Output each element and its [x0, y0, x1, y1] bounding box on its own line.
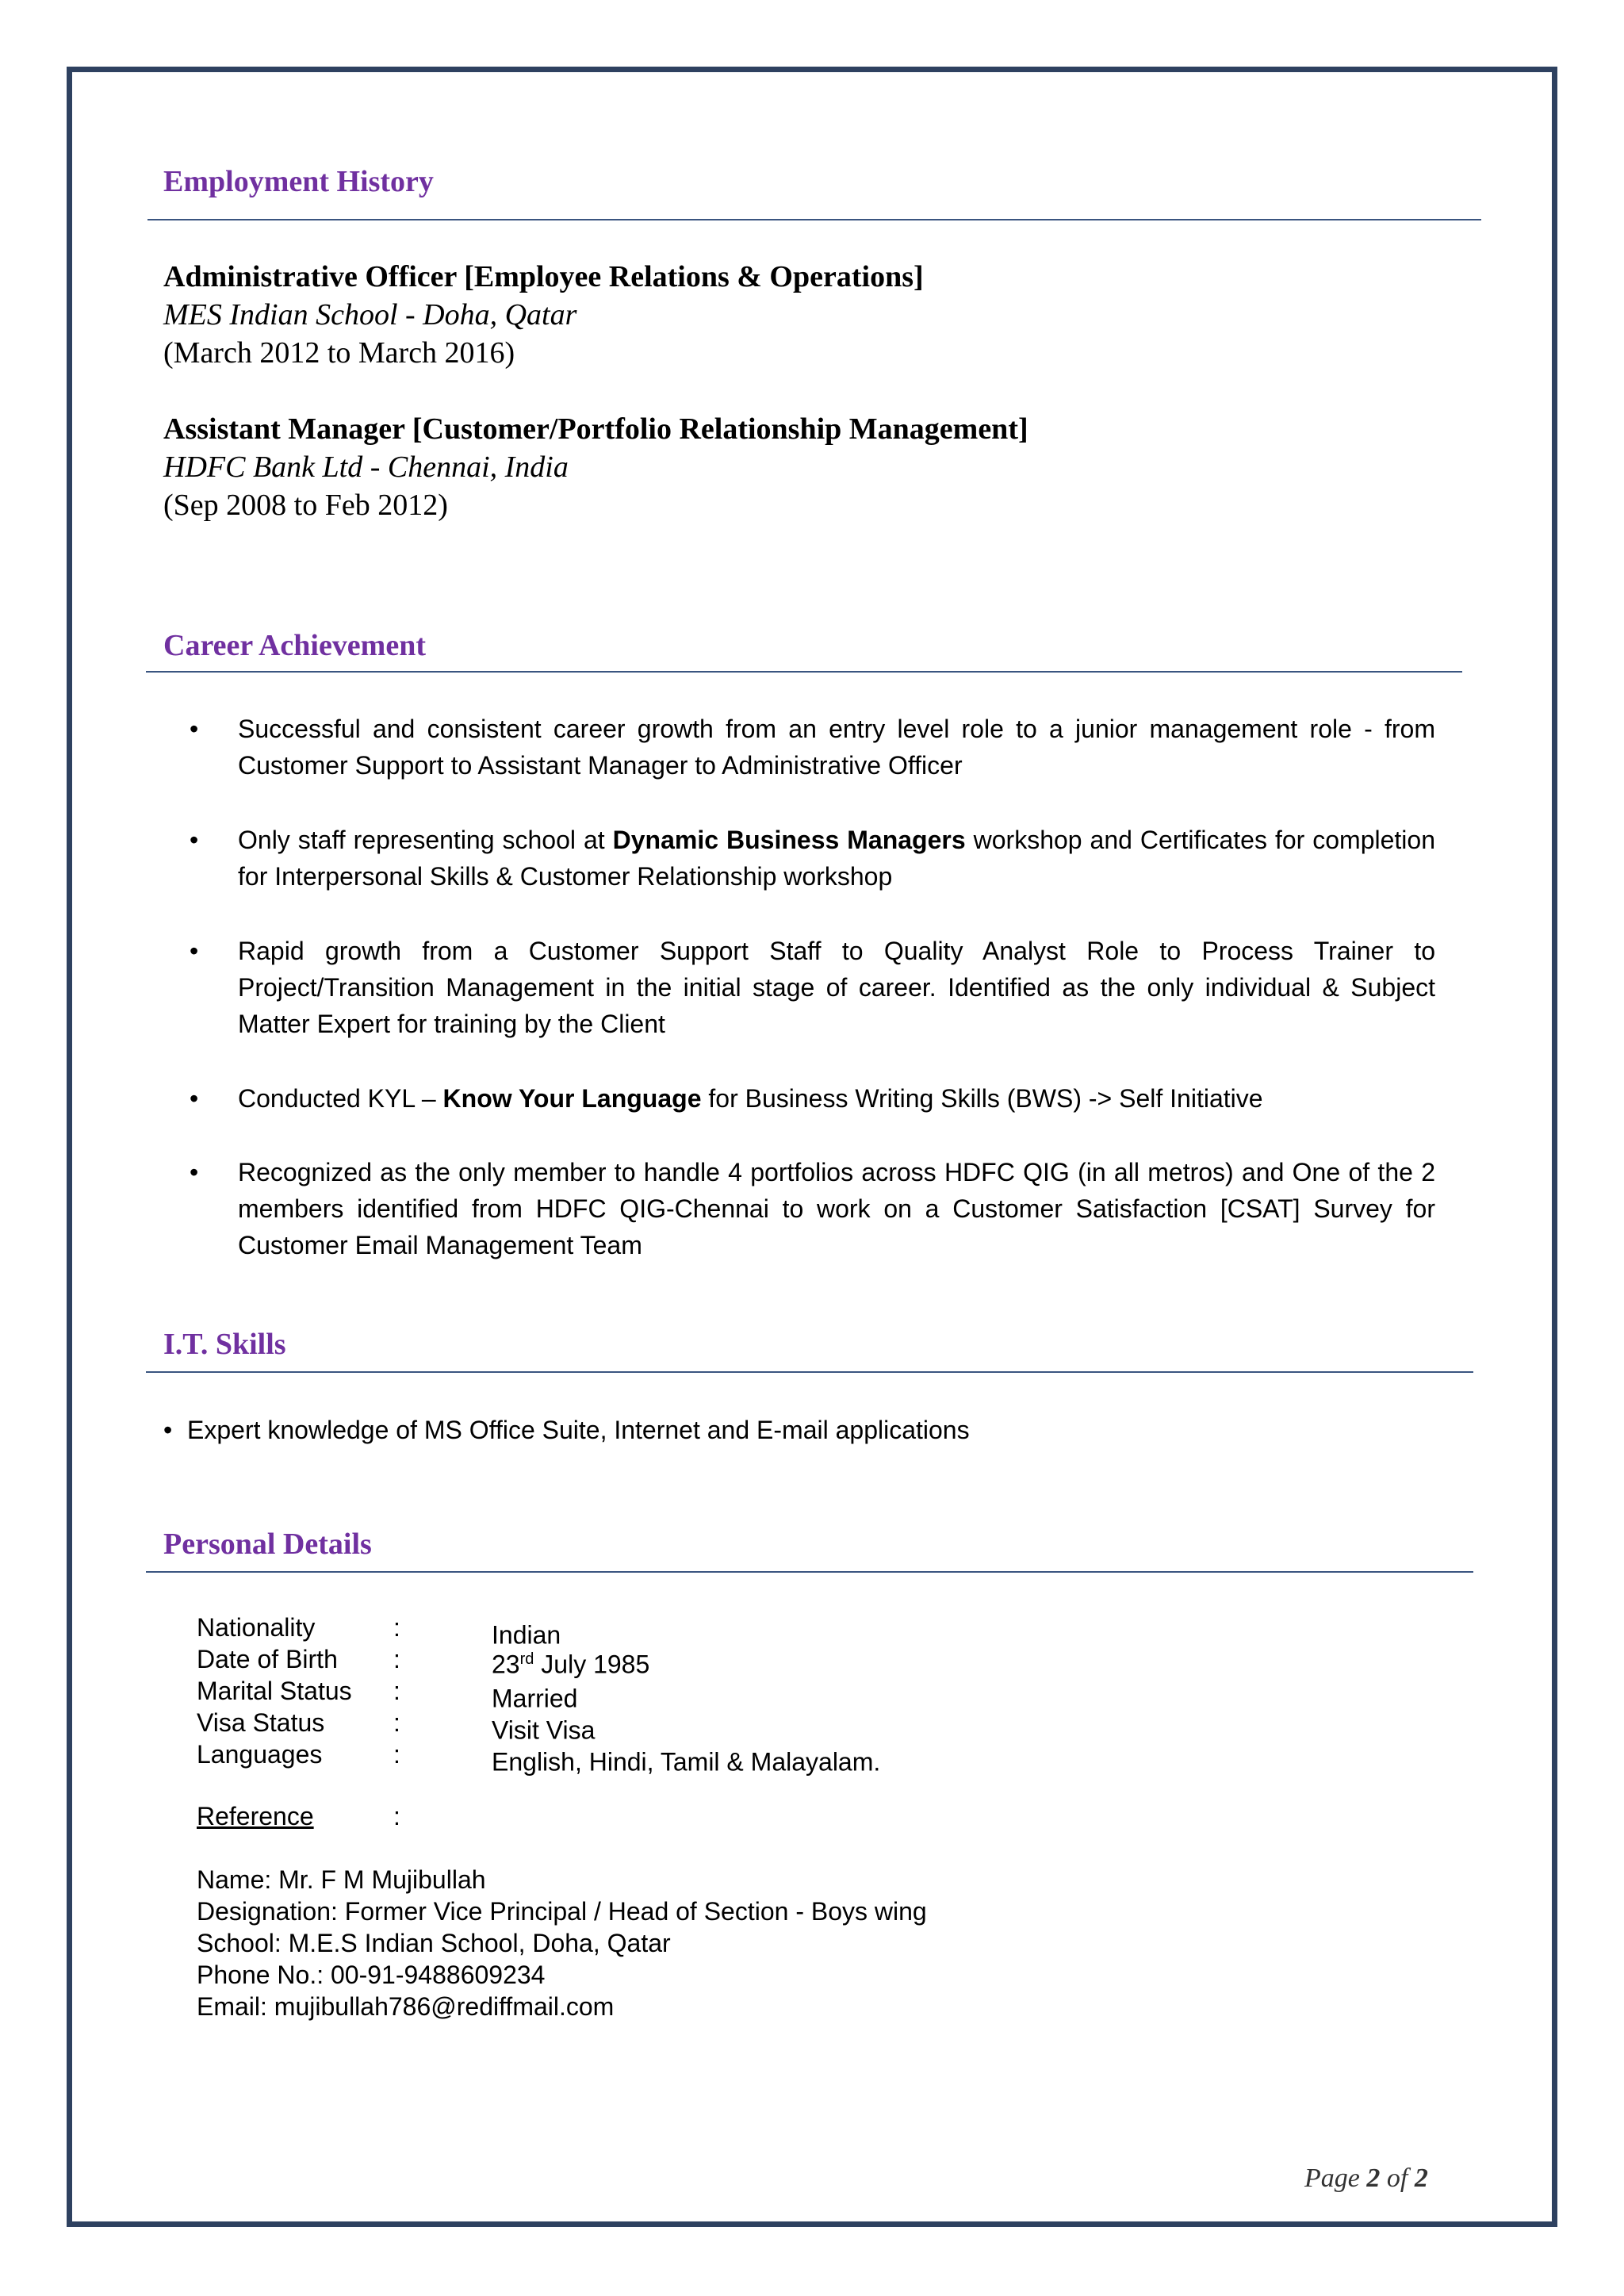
detail-value: 23rd July 1985	[492, 1650, 650, 1679]
detail-label: Languages	[197, 1740, 323, 1769]
section-heading-achievements: Career Achievement	[163, 629, 426, 662]
detail-label: Nationality	[197, 1613, 316, 1642]
section-divider	[147, 219, 1481, 220]
bullet-icon: •	[190, 715, 199, 743]
reference-designation: Designation: Former Vice Principal / Head of Section - Boys wing	[197, 1897, 927, 1926]
page-number: Page 2 of 2	[1304, 2164, 1428, 2193]
detail-value: Indian	[492, 1620, 561, 1650]
achievement-item: • Recognized as the only member to handle 4 portfolios across HDFC QIG (in all metros) and One of the 2 members identified from HDFC QIG-Chennai to work on a Customer Satisfaction [CSAT] Survey for Customer Email Management Team	[238, 1154, 1435, 1263]
job-company: MES Indian School - Doha, Qatar	[163, 298, 577, 332]
reference-email: Email: mujibullah786@rediffmail.com	[197, 1992, 615, 2021]
bullet-icon: •	[190, 1084, 199, 1113]
job-period: (Sep 2008 to Feb 2012)	[163, 489, 448, 522]
achievement-item: • Successful and consistent career growth from an entry level role to a junior management role - from Customer Support to Assistant Manager to Administrative Officer	[238, 711, 1435, 784]
detail-label: Marital Status	[197, 1677, 352, 1705]
achievement-item: • Conducted KYL – Know Your Language for Business Writing Skills (BWS) -> Self Initiative	[238, 1080, 1435, 1117]
section-divider	[146, 671, 1462, 673]
section-heading-personal: Personal Details	[163, 1527, 372, 1561]
detail-value: Visit Visa	[492, 1715, 596, 1745]
bullet-icon: •	[190, 826, 199, 854]
section-heading-employment: Employment History	[163, 165, 434, 198]
section-heading-it-skills: I.T. Skills	[163, 1328, 286, 1361]
detail-label: Date of Birth	[197, 1645, 338, 1673]
reference-label: Reference	[197, 1802, 314, 1830]
section-divider	[146, 1371, 1473, 1373]
reference-phone: Phone No.: 00-91-9488609234	[197, 1961, 546, 1989]
bullet-icon: •	[190, 937, 199, 965]
job-entry	[163, 258, 924, 372]
job-title: Assistant Manager [Customer/Portfolio Relationship Management]	[163, 412, 1028, 446]
detail-value: English, Hindi, Tamil & Malayalam.	[492, 1747, 881, 1777]
skill-item: • Expert knowledge of MS Office Suite, Internet and E-mail applications	[187, 1412, 1385, 1448]
detail-label: Visa Status	[197, 1708, 325, 1737]
bullet-icon: •	[190, 1158, 199, 1186]
achievement-item: • Only staff representing school at Dynamic Business Managers workshop and Certificates for completion for Interpersonal Skills & Customer Relationship workshop	[238, 822, 1435, 895]
job-period: (March 2012 to March 2016)	[163, 336, 515, 370]
bullet-icon: •	[163, 1416, 173, 1444]
reference-name: Name: Mr. F M Mujibullah	[197, 1865, 486, 1894]
job-title: Administrative Officer [Employee Relations & Operations]	[163, 260, 924, 293]
section-divider	[146, 1571, 1473, 1573]
job-entry	[163, 410, 1028, 524]
reference-school: School: M.E.S Indian School, Doha, Qatar	[197, 1929, 671, 1957]
achievement-item: • Rapid growth from a Customer Support Staff to Quality Analyst Role to Process Trainer to Project/Transition Management in the initial stage of career. Identified as the only individual & Subject Matter Expert for training by the Client	[238, 933, 1435, 1042]
job-company: HDFC Bank Ltd - Chennai, India	[163, 450, 569, 484]
detail-value: Married	[492, 1684, 578, 1713]
